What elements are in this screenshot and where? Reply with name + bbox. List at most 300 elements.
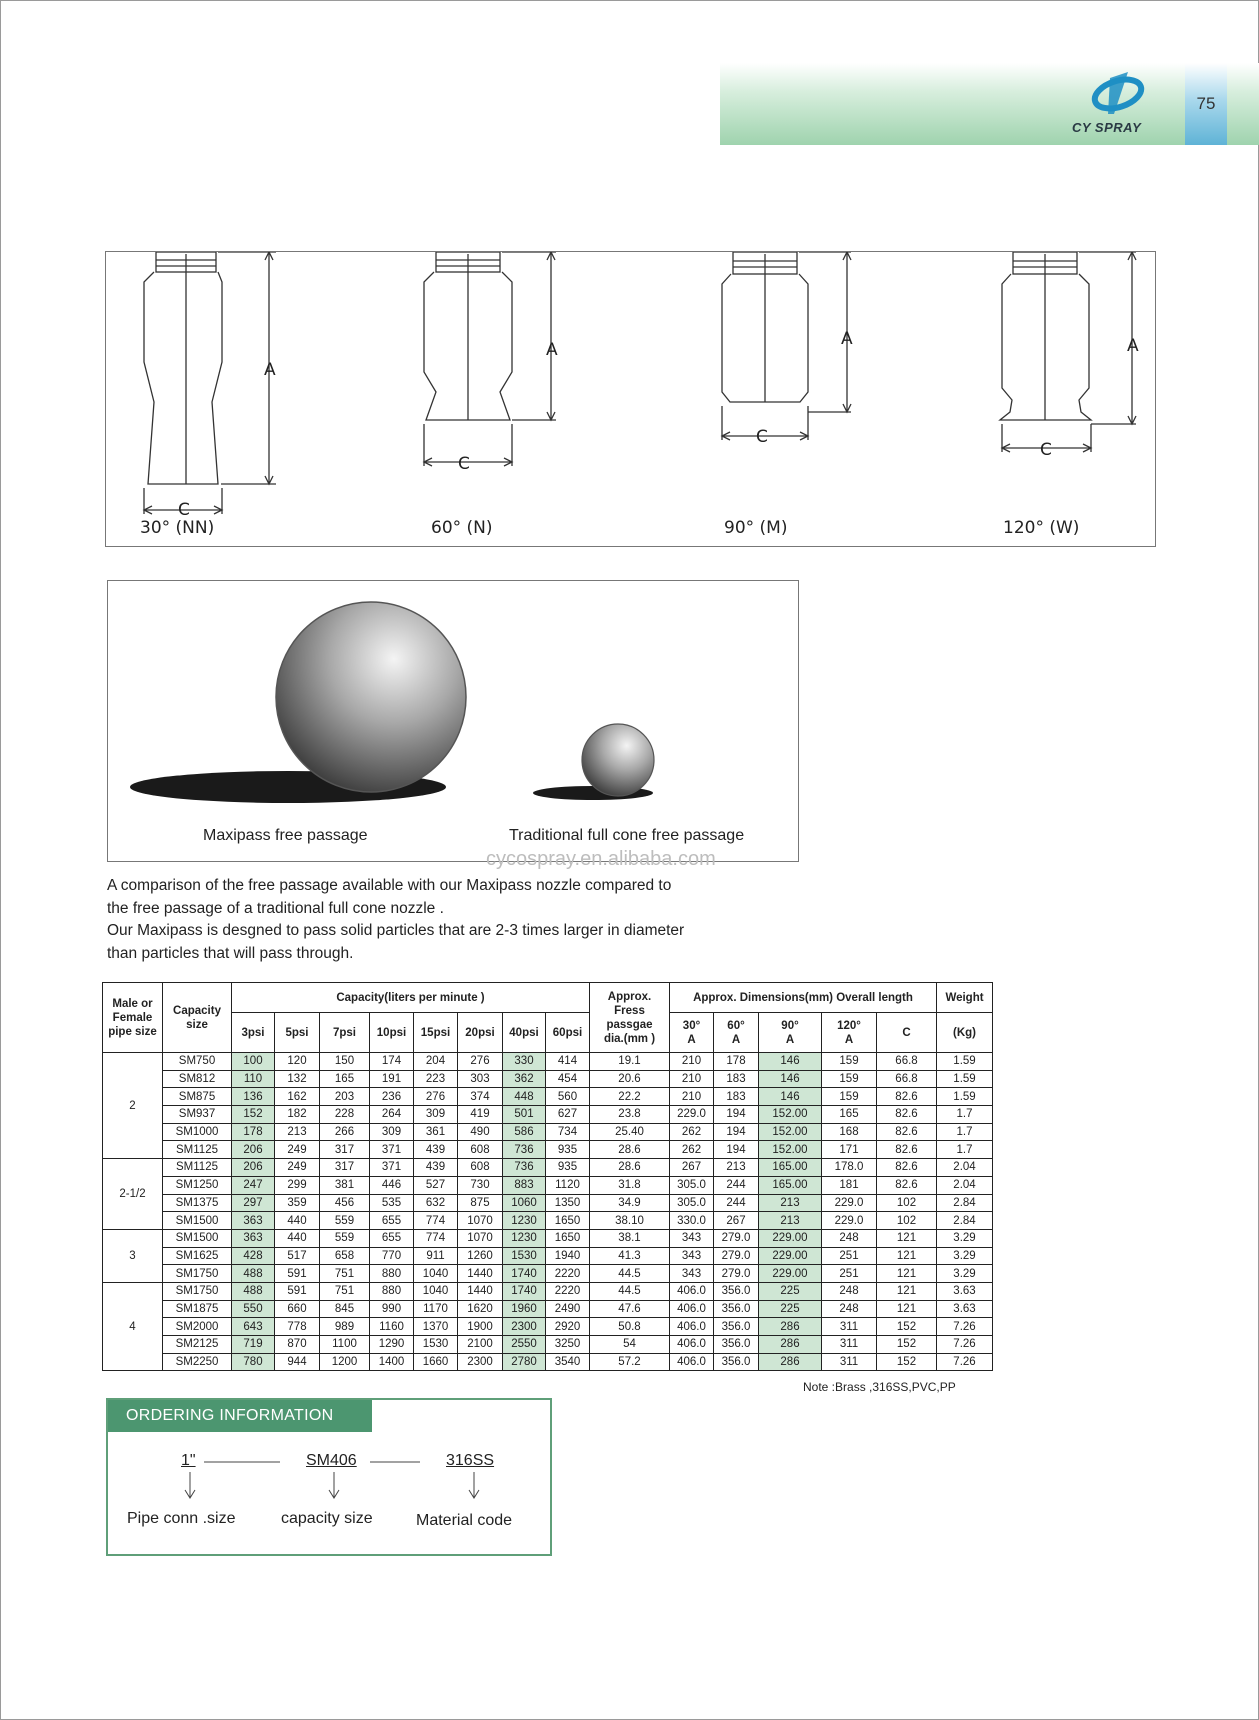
value-cell: 22.2 [590, 1088, 670, 1106]
value-cell: 303 [458, 1070, 503, 1088]
value-cell: 213 [759, 1212, 822, 1230]
model-cell: SM1750 [163, 1265, 232, 1283]
value-cell: 311 [822, 1336, 877, 1354]
value-cell: 178 [714, 1053, 759, 1071]
model-cell: SM1000 [163, 1123, 232, 1141]
value-cell: 251 [822, 1247, 877, 1265]
value-cell: 448 [503, 1088, 546, 1106]
value-cell: 66.8 [877, 1070, 937, 1088]
watermark: cycospray.en.alibaba.com [486, 848, 716, 870]
table-row [103, 1106, 993, 1124]
value-cell: 317 [320, 1141, 370, 1159]
value-cell: 152 [232, 1106, 275, 1124]
value-cell: 183 [714, 1088, 759, 1106]
dimension-c-label: C [458, 454, 470, 474]
table-row [103, 1353, 993, 1371]
value-cell: 44.5 [590, 1282, 670, 1300]
nozzle-60-drawing [424, 252, 556, 466]
table-row [103, 1194, 993, 1212]
value-cell: 2300 [503, 1318, 546, 1336]
value-cell: 54 [590, 1336, 670, 1354]
value-cell: 132 [275, 1070, 320, 1088]
value-cell: 194 [714, 1141, 759, 1159]
value-cell: 229.0 [822, 1212, 877, 1230]
value-cell: 608 [458, 1141, 503, 1159]
value-cell: 406.0 [670, 1336, 714, 1354]
dimension-a-label: A [841, 329, 853, 349]
table-row [103, 1070, 993, 1088]
value-cell: 165.00 [759, 1176, 822, 1194]
value-cell: 1650 [546, 1229, 590, 1247]
value-cell: 734 [546, 1123, 590, 1141]
value-cell: 1230 [503, 1212, 546, 1230]
value-cell: 309 [370, 1123, 414, 1141]
material-note: Note :Brass ,316SS,PVC,PP [803, 1380, 956, 1394]
value-cell: 374 [458, 1088, 503, 1106]
value-cell: 2300 [458, 1353, 503, 1371]
value-cell: 870 [275, 1336, 320, 1354]
ordering-information [106, 1398, 552, 1556]
paragraph-line: A comparison of the free passage available with our Maxipass nozzle compared to [107, 877, 672, 894]
value-cell: 845 [320, 1300, 370, 1318]
value-cell: 774 [414, 1212, 458, 1230]
value-cell: 1740 [503, 1282, 546, 1300]
value-cell: 3250 [546, 1336, 590, 1354]
value-cell: 120 [275, 1053, 320, 1071]
value-cell: 266 [320, 1123, 370, 1141]
value-cell: 297 [232, 1194, 275, 1212]
header-tail [1227, 63, 1259, 145]
dimension-a-label: A [546, 340, 558, 360]
value-cell: 751 [320, 1282, 370, 1300]
value-cell: 1960 [503, 1300, 546, 1318]
nozzle-30-drawing [144, 252, 276, 514]
value-cell: 152 [877, 1336, 937, 1354]
capacity-code: SM406 [306, 1452, 357, 1469]
value-cell: 38.1 [590, 1229, 670, 1247]
large-ball [276, 602, 466, 792]
value-cell: 286 [759, 1353, 822, 1371]
value-cell: 330 [503, 1053, 546, 1071]
value-cell: 25.40 [590, 1123, 670, 1141]
table-row [103, 1088, 993, 1106]
value-cell: 586 [503, 1123, 546, 1141]
value-cell: 1400 [370, 1353, 414, 1371]
value-cell: 414 [546, 1053, 590, 1071]
value-cell: 47.6 [590, 1300, 670, 1318]
value-cell: 446 [370, 1176, 414, 1194]
pipe-size-cell: 2-1/2 [103, 1159, 163, 1230]
nozzle-90-drawing [722, 252, 851, 440]
value-cell: 152.00 [759, 1123, 822, 1141]
value-cell: 248 [822, 1282, 877, 1300]
value-cell: 210 [670, 1053, 714, 1071]
value-cell: 356.0 [714, 1353, 759, 1371]
value-cell: 206 [232, 1141, 275, 1159]
dim-header: 90° A [759, 1013, 822, 1053]
value-cell: 2220 [546, 1265, 590, 1283]
value-cell: 82.6 [877, 1088, 937, 1106]
capacity-size-label: capacity size [281, 1510, 373, 1527]
value-cell: 440 [275, 1229, 320, 1247]
dimension-a-label: A [1127, 336, 1139, 356]
value-cell: 363 [232, 1212, 275, 1230]
small-ball [582, 724, 654, 796]
value-cell: 875 [458, 1194, 503, 1212]
value-cell: 591 [275, 1265, 320, 1283]
table-row [103, 1265, 993, 1283]
value-cell: 1440 [458, 1282, 503, 1300]
pipe-size-cell: 3 [103, 1229, 163, 1282]
value-cell: 20.6 [590, 1070, 670, 1088]
psi-header: 20psi [458, 1013, 503, 1053]
table-row [103, 1141, 993, 1159]
value-cell: 2920 [546, 1318, 590, 1336]
value-cell: 381 [320, 1176, 370, 1194]
psi-header: 60psi [546, 1013, 590, 1053]
table-row [103, 1159, 993, 1177]
value-cell: 121 [877, 1282, 937, 1300]
value-cell: 194 [714, 1106, 759, 1124]
value-cell: 194 [714, 1123, 759, 1141]
value-cell: 2.04 [937, 1176, 993, 1194]
value-cell: 203 [320, 1088, 370, 1106]
capacity-size-header: Capacity size [163, 983, 232, 1053]
value-cell: 309 [414, 1106, 458, 1124]
value-cell: 165 [320, 1070, 370, 1088]
maxipass-spec-table [102, 982, 993, 1371]
value-cell: 730 [458, 1176, 503, 1194]
value-cell: 356.0 [714, 1336, 759, 1354]
pipe-size-header: Male or Female pipe size [103, 983, 163, 1053]
value-cell: 535 [370, 1194, 414, 1212]
table-row [103, 1300, 993, 1318]
value-cell: 146 [759, 1070, 822, 1088]
value-cell: 159 [822, 1053, 877, 1071]
value-cell: 229.0 [822, 1194, 877, 1212]
model-cell: SM812 [163, 1070, 232, 1088]
value-cell: 44.5 [590, 1265, 670, 1283]
value-cell: 419 [458, 1106, 503, 1124]
value-cell: 165 [822, 1106, 877, 1124]
value-cell: 168 [822, 1123, 877, 1141]
value-cell: 935 [546, 1159, 590, 1177]
material-code: 316SS [446, 1452, 495, 1469]
value-cell: 136 [232, 1088, 275, 1106]
value-cell: 248 [822, 1229, 877, 1247]
value-cell: 50.8 [590, 1318, 670, 1336]
value-cell: 2100 [458, 1336, 503, 1354]
value-cell: 1350 [546, 1194, 590, 1212]
dim-header: 60° A [714, 1013, 759, 1053]
value-cell: 632 [414, 1194, 458, 1212]
value-cell: 38.10 [590, 1212, 670, 1230]
value-cell: 146 [759, 1053, 822, 1071]
value-cell: 159 [822, 1070, 877, 1088]
value-cell: 1.7 [937, 1106, 993, 1124]
value-cell: 152.00 [759, 1141, 822, 1159]
value-cell: 440 [275, 1212, 320, 1230]
value-cell: 206 [232, 1159, 275, 1177]
model-cell: SM1125 [163, 1159, 232, 1177]
psi-header: 15psi [414, 1013, 458, 1053]
value-cell: 262 [670, 1141, 714, 1159]
model-cell: SM2125 [163, 1336, 232, 1354]
value-cell: 608 [458, 1159, 503, 1177]
value-cell: 1.7 [937, 1141, 993, 1159]
value-cell: 1230 [503, 1229, 546, 1247]
value-cell: 102 [877, 1194, 937, 1212]
model-cell: SM2250 [163, 1353, 232, 1371]
value-cell: 171 [822, 1141, 877, 1159]
value-cell: 178.0 [822, 1159, 877, 1177]
value-cell: 1040 [414, 1282, 458, 1300]
table-row [103, 1229, 993, 1247]
table-row [103, 1336, 993, 1354]
dimension-c-label: C [756, 427, 768, 447]
material-code-label: Material code [416, 1512, 513, 1529]
value-cell: 121 [877, 1229, 937, 1247]
value-cell: 279.0 [714, 1265, 759, 1283]
value-cell: 311 [822, 1353, 877, 1371]
capacity-header: Capacity(liters per minute ) [232, 983, 590, 1013]
value-cell: 146 [759, 1088, 822, 1106]
value-cell: 1.59 [937, 1070, 993, 1088]
value-cell: 774 [414, 1229, 458, 1247]
value-cell: 361 [414, 1123, 458, 1141]
value-cell: 501 [503, 1106, 546, 1124]
value-cell: 229.00 [759, 1265, 822, 1283]
value-cell: 3540 [546, 1353, 590, 1371]
value-cell: 1070 [458, 1229, 503, 1247]
value-cell: 1060 [503, 1194, 546, 1212]
dim-header: C [877, 1013, 937, 1053]
value-cell: 191 [370, 1070, 414, 1088]
value-cell: 311 [822, 1318, 877, 1336]
value-cell: 780 [232, 1353, 275, 1371]
value-cell: 225 [759, 1282, 822, 1300]
value-cell: 778 [275, 1318, 320, 1336]
value-cell: 229.00 [759, 1229, 822, 1247]
weight-header: Weight [937, 983, 993, 1013]
value-cell: 490 [458, 1123, 503, 1141]
value-cell: 247 [232, 1176, 275, 1194]
value-cell: 150 [320, 1053, 370, 1071]
value-cell: 2.84 [937, 1194, 993, 1212]
model-cell: SM750 [163, 1053, 232, 1071]
value-cell: 7.26 [937, 1318, 993, 1336]
nozzle-label-30: 30° (NN) [140, 518, 215, 538]
value-cell: 1530 [503, 1247, 546, 1265]
value-cell: 3.63 [937, 1300, 993, 1318]
value-cell: 660 [275, 1300, 320, 1318]
value-cell: 305.0 [670, 1176, 714, 1194]
value-cell: 591 [275, 1282, 320, 1300]
value-cell: 251 [822, 1265, 877, 1283]
model-cell: SM1750 [163, 1282, 232, 1300]
value-cell: 736 [503, 1141, 546, 1159]
value-cell: 1100 [320, 1336, 370, 1354]
spec-table-body [103, 1053, 993, 1371]
value-cell: 989 [320, 1318, 370, 1336]
value-cell: 225 [759, 1300, 822, 1318]
model-cell: SM2000 [163, 1318, 232, 1336]
traditional-caption: Traditional full cone free passage [509, 827, 745, 844]
value-cell: 359 [275, 1194, 320, 1212]
value-cell: 356.0 [714, 1318, 759, 1336]
value-cell: 371 [370, 1141, 414, 1159]
value-cell: 162 [275, 1088, 320, 1106]
value-cell: 28.6 [590, 1141, 670, 1159]
table-row [103, 1282, 993, 1300]
value-cell: 1040 [414, 1265, 458, 1283]
value-cell: 655 [370, 1212, 414, 1230]
dim-header: 30° A [670, 1013, 714, 1053]
nozzle-label-90: 90° (M) [724, 518, 788, 538]
value-cell: 82.6 [877, 1141, 937, 1159]
value-cell: 3.29 [937, 1229, 993, 1247]
value-cell: 990 [370, 1300, 414, 1318]
nozzle-dimension-drawings [105, 251, 1156, 547]
value-cell: 1370 [414, 1318, 458, 1336]
value-cell: 2780 [503, 1353, 546, 1371]
value-cell: 3.63 [937, 1282, 993, 1300]
paragraph-line: than particles that will pass through. [107, 944, 354, 962]
value-cell: 454 [546, 1070, 590, 1088]
value-cell: 286 [759, 1318, 822, 1336]
value-cell: 880 [370, 1265, 414, 1283]
value-cell: 363 [232, 1229, 275, 1247]
psi-header: 7psi [320, 1013, 370, 1053]
value-cell: 880 [370, 1282, 414, 1300]
value-cell: 1170 [414, 1300, 458, 1318]
value-cell: 66.8 [877, 1053, 937, 1071]
model-cell: SM875 [163, 1088, 232, 1106]
value-cell: 23.8 [590, 1106, 670, 1124]
value-cell: 488 [232, 1265, 275, 1283]
value-cell: 276 [458, 1053, 503, 1071]
nozzle-label-120: 120° (W) [1003, 518, 1080, 538]
value-cell: 2.04 [937, 1159, 993, 1177]
value-cell: 159 [822, 1088, 877, 1106]
model-cell: SM1250 [163, 1176, 232, 1194]
value-cell: 41.3 [590, 1247, 670, 1265]
kg-header: (Kg) [937, 1013, 993, 1053]
value-cell: 439 [414, 1141, 458, 1159]
value-cell: 267 [714, 1212, 759, 1230]
value-cell: 178 [232, 1123, 275, 1141]
value-cell: 213 [275, 1123, 320, 1141]
value-cell: 2220 [546, 1282, 590, 1300]
brand-name: CY SPRAY [1072, 120, 1142, 135]
value-cell: 658 [320, 1247, 370, 1265]
value-cell: 121 [877, 1265, 937, 1283]
value-cell: 264 [370, 1106, 414, 1124]
value-cell: 152.00 [759, 1106, 822, 1124]
value-cell: 181 [822, 1176, 877, 1194]
value-cell: 7.26 [937, 1336, 993, 1354]
value-cell: 182 [275, 1106, 320, 1124]
comparison-paragraph [107, 875, 807, 965]
value-cell: 100 [232, 1053, 275, 1071]
value-cell: 223 [414, 1070, 458, 1088]
pipe-size-cell: 2 [103, 1053, 163, 1159]
value-cell: 488 [232, 1282, 275, 1300]
value-cell: 165.00 [759, 1159, 822, 1177]
table-row [103, 1176, 993, 1194]
value-cell: 19.1 [590, 1053, 670, 1071]
value-cell: 279.0 [714, 1229, 759, 1247]
value-cell: 1.59 [937, 1088, 993, 1106]
value-cell: 229.0 [670, 1106, 714, 1124]
value-cell: 228 [320, 1106, 370, 1124]
value-cell: 1650 [546, 1212, 590, 1230]
value-cell: 267 [670, 1159, 714, 1177]
model-cell: SM937 [163, 1106, 232, 1124]
value-cell: 1120 [546, 1176, 590, 1194]
value-cell: 210 [670, 1088, 714, 1106]
value-cell: 911 [414, 1247, 458, 1265]
model-cell: SM1625 [163, 1247, 232, 1265]
model-cell: SM1375 [163, 1194, 232, 1212]
value-cell: 82.6 [877, 1123, 937, 1141]
value-cell: 82.6 [877, 1176, 937, 1194]
value-cell: 944 [275, 1353, 320, 1371]
value-cell: 356.0 [714, 1282, 759, 1300]
table-row [103, 1247, 993, 1265]
value-cell: 1160 [370, 1318, 414, 1336]
value-cell: 1.59 [937, 1053, 993, 1071]
value-cell: 559 [320, 1212, 370, 1230]
value-cell: 1660 [414, 1353, 458, 1371]
value-cell: 736 [503, 1159, 546, 1177]
psi-header: 5psi [275, 1013, 320, 1053]
value-cell: 1530 [414, 1336, 458, 1354]
table-row [103, 1123, 993, 1141]
value-cell: 57.2 [590, 1353, 670, 1371]
free-passage-comparison [107, 580, 799, 862]
pipe-code: 1" [181, 1452, 196, 1469]
value-cell: 276 [414, 1088, 458, 1106]
value-cell: 406.0 [670, 1353, 714, 1371]
value-cell: 751 [320, 1265, 370, 1283]
value-cell: 102 [877, 1212, 937, 1230]
value-cell: 31.8 [590, 1176, 670, 1194]
value-cell: 244 [714, 1194, 759, 1212]
value-cell: 3.29 [937, 1247, 993, 1265]
value-cell: 229.00 [759, 1247, 822, 1265]
model-cell: SM1875 [163, 1300, 232, 1318]
nozzle-label-60: 60° (N) [431, 518, 493, 538]
value-cell: 517 [275, 1247, 320, 1265]
psi-header: 40psi [503, 1013, 546, 1053]
value-cell: 2550 [503, 1336, 546, 1354]
value-cell: 244 [714, 1176, 759, 1194]
page-number: 75 [1196, 94, 1216, 113]
value-cell: 299 [275, 1176, 320, 1194]
value-cell: 1260 [458, 1247, 503, 1265]
table-row [103, 1212, 993, 1230]
value-cell: 356.0 [714, 1300, 759, 1318]
value-cell: 527 [414, 1176, 458, 1194]
value-cell: 110 [232, 1070, 275, 1088]
value-cell: 1440 [458, 1265, 503, 1283]
value-cell: 249 [275, 1141, 320, 1159]
value-cell: 286 [759, 1336, 822, 1354]
value-cell: 121 [877, 1247, 937, 1265]
model-cell: SM1125 [163, 1141, 232, 1159]
value-cell: 343 [670, 1247, 714, 1265]
